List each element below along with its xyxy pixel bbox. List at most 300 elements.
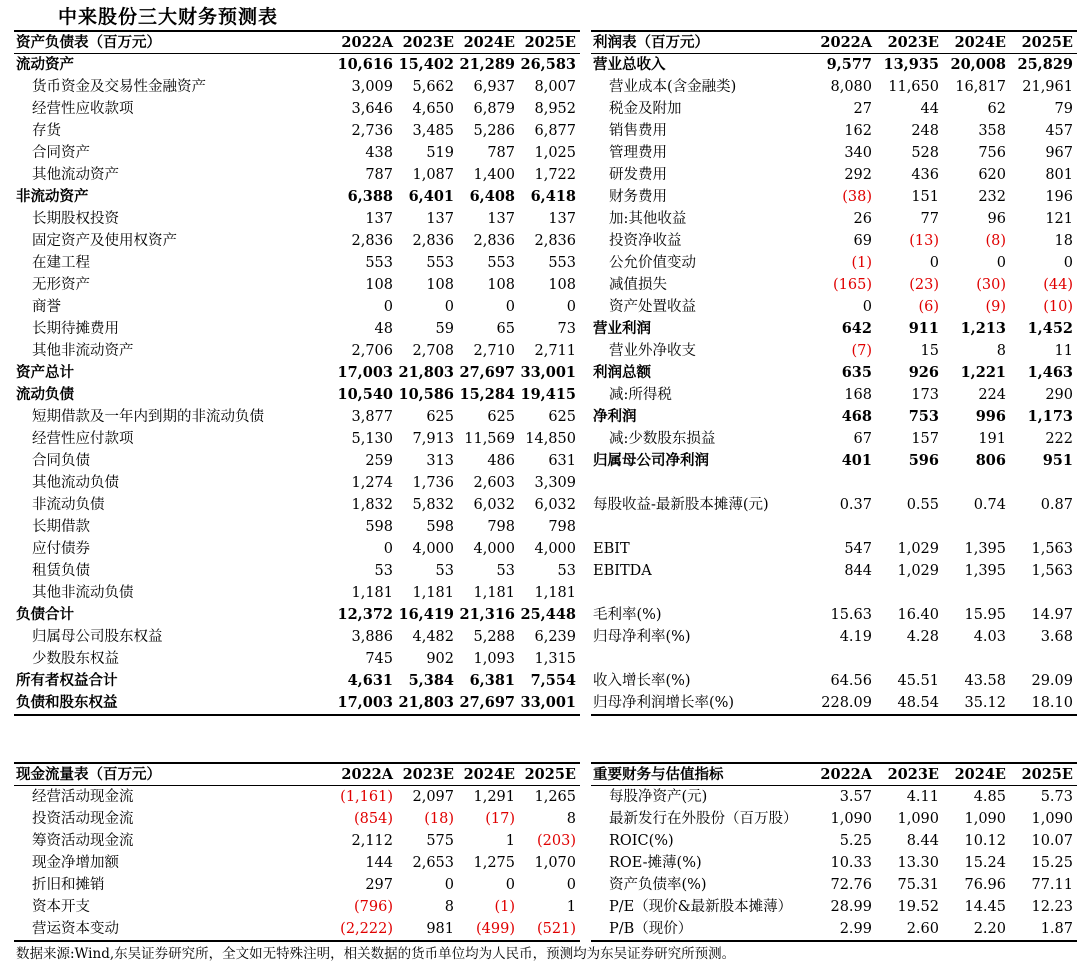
row-value: 6,879 (473, 101, 515, 117)
row-label: 存货 (32, 123, 61, 139)
row-label: 收入增长率(%) (593, 673, 691, 689)
table-row (591, 560, 1077, 582)
table-header-row (591, 31, 1077, 54)
row-value: 5,130 (351, 431, 393, 447)
row-value: 6,937 (473, 79, 515, 95)
row-label: 短期借款及一年内到期的非流动负债 (32, 409, 264, 425)
row-value: 1,265 (534, 789, 576, 805)
row-value: (18) (424, 811, 454, 827)
year-header: 2024E (458, 763, 519, 786)
table-row (14, 76, 580, 98)
table-row (591, 208, 1077, 230)
row-value: 14.97 (1031, 607, 1073, 623)
cash-flow-table (14, 762, 580, 942)
table-row (591, 670, 1077, 692)
row-value: 11,650 (888, 79, 939, 95)
row-value: 290 (1045, 387, 1073, 403)
balance-sheet-table (14, 30, 580, 716)
row-value: 358 (978, 123, 1006, 139)
row-value: 5,662 (412, 79, 454, 95)
row-value: 12.23 (1031, 899, 1073, 915)
row-label: 资产总计 (16, 364, 74, 381)
row-value: 137 (487, 211, 515, 227)
row-value: 340 (844, 145, 872, 161)
row-value: (9) (985, 299, 1006, 315)
row-value: 2.60 (876, 918, 943, 941)
row-value: 401 (841, 452, 872, 469)
row-value: 620 (978, 167, 1006, 183)
row-value: 1,395 (964, 563, 1006, 579)
row-value: 0.55 (906, 497, 939, 513)
table-row (14, 494, 580, 516)
row-label: 货币资金及交易性金融资产 (32, 79, 206, 95)
row-value: 0 (566, 299, 576, 315)
row-value: 486 (487, 453, 515, 469)
row-label: 少数股东权益 (32, 651, 119, 667)
row-value: 0.74 (973, 497, 1006, 513)
row-label: ROE-摊薄(%) (609, 855, 702, 871)
row-label: 资本开支 (32, 899, 90, 915)
table-row (591, 604, 1077, 626)
row-value: 951 (1042, 452, 1073, 469)
row-value: 5,832 (412, 497, 454, 513)
row-value: 996 (975, 408, 1006, 425)
row-value: 798 (487, 519, 515, 535)
row-value: 53 (374, 563, 393, 579)
row-value: (499) (458, 918, 519, 941)
row-value: 1,274 (351, 475, 393, 491)
row-label: 所有者权益合计 (16, 672, 118, 689)
row-label: 其他流动资产 (32, 167, 119, 183)
row-value: 1,090 (964, 811, 1006, 827)
row-value: 12,372 (337, 606, 393, 623)
row-value (1010, 582, 1077, 604)
row-value: 162 (844, 123, 872, 139)
row-value: (44) (1043, 277, 1073, 293)
row-value: 2.99 (809, 918, 876, 941)
row-value: 4,000 (473, 541, 515, 557)
row-value: 967 (1045, 145, 1073, 161)
row-value: 144 (365, 855, 393, 871)
row-value: 4.28 (906, 629, 939, 645)
row-value: 64.56 (830, 673, 872, 689)
row-label: P/B（现价） (591, 918, 809, 941)
row-value: 625 (548, 409, 576, 425)
row-value: 313 (426, 453, 454, 469)
table-row (591, 852, 1077, 874)
row-value: 553 (548, 255, 576, 271)
table-row (591, 318, 1077, 340)
row-value: 14.45 (964, 899, 1006, 915)
row-value: 6,408 (469, 188, 515, 205)
row-value: 76.96 (964, 877, 1006, 893)
table-row (591, 830, 1077, 852)
row-value: 3,646 (351, 101, 393, 117)
row-label: 在建工程 (32, 255, 90, 271)
row-value: 48.54 (876, 692, 943, 715)
row-value: 26,583 (520, 56, 576, 73)
table-row (591, 874, 1077, 896)
row-value: 3.57 (839, 789, 872, 805)
table-row (14, 604, 580, 626)
row-value: 519 (426, 145, 454, 161)
row-value: 598 (426, 519, 454, 535)
row-value: 2,653 (412, 855, 454, 871)
row-label: 合同资产 (32, 145, 90, 161)
table-row (591, 340, 1077, 362)
row-value: 2,736 (351, 123, 393, 139)
row-value: 33,001 (519, 692, 580, 715)
row-value: 1,291 (473, 789, 515, 805)
row-value: 15,402 (398, 56, 454, 73)
row-value: 798 (548, 519, 576, 535)
row-value (876, 516, 943, 538)
row-value: 5.25 (839, 833, 872, 849)
row-label: 长期借款 (32, 519, 90, 535)
row-label: 固定资产及使用权资产 (32, 233, 177, 249)
row-value: 10.07 (1031, 833, 1073, 849)
row-value: (521) (519, 918, 580, 941)
row-value: 1,452 (1027, 320, 1073, 337)
row-label: 减:所得税 (609, 387, 672, 403)
row-value: 553 (426, 255, 454, 271)
row-label: EBIT (593, 541, 630, 557)
row-value: 4,482 (412, 629, 454, 645)
row-label (591, 516, 809, 538)
table-row (591, 538, 1077, 560)
row-value: 1,463 (1027, 364, 1073, 381)
row-label: 营业利润 (593, 320, 651, 337)
row-value: 222 (1045, 431, 1073, 447)
table-row (591, 120, 1077, 142)
row-value: 0 (505, 877, 515, 893)
row-value: 4,000 (412, 541, 454, 557)
row-value: 13.30 (897, 855, 939, 871)
row-value: 137 (365, 211, 393, 227)
table-row (591, 648, 1077, 670)
row-value: 1,181 (351, 585, 393, 601)
row-value: 3,886 (351, 629, 393, 645)
table-row (591, 692, 1077, 715)
table-row (14, 164, 580, 186)
row-value: 16,419 (398, 606, 454, 623)
row-value: 1,025 (534, 145, 576, 161)
row-value: 1,213 (960, 320, 1006, 337)
row-label: EBITDA (593, 563, 652, 579)
row-value: (8) (985, 233, 1006, 249)
table-row (591, 230, 1077, 252)
row-value: 756 (978, 145, 1006, 161)
row-value: 151 (911, 189, 939, 205)
row-value (876, 472, 943, 494)
row-value: 2,836 (534, 233, 576, 249)
row-label: 每股收益-最新股本摊薄(元) (593, 497, 769, 513)
row-value: 79 (1054, 101, 1073, 117)
row-value: 1,181 (473, 585, 515, 601)
row-value: 10,540 (337, 386, 393, 403)
row-label: 长期待摊费用 (32, 321, 119, 337)
row-value: 20,008 (950, 56, 1006, 73)
row-value: 468 (841, 408, 872, 425)
row-value: 292 (844, 167, 872, 183)
row-value: 631 (548, 453, 576, 469)
table-row (14, 340, 580, 362)
row-value: 0 (996, 255, 1006, 271)
year-header: 2025E (1010, 763, 1077, 786)
row-value: 48 (374, 321, 393, 337)
row-value: 25,448 (520, 606, 576, 623)
row-value: (17) (485, 811, 515, 827)
row-value: 1,090 (1031, 811, 1073, 827)
row-value: 75.31 (897, 877, 939, 893)
row-label: 非流动资产 (16, 188, 89, 205)
row-value: 15,284 (459, 386, 515, 403)
row-value: 0 (505, 299, 515, 315)
table-row (591, 786, 1077, 809)
row-value: 2,097 (412, 789, 454, 805)
row-value: 108 (426, 277, 454, 293)
row-value: 2,708 (412, 343, 454, 359)
row-value: (1) (494, 899, 515, 915)
table-row (591, 98, 1077, 120)
row-value: 53 (496, 563, 515, 579)
row-label: 每股净资产(元) (609, 789, 708, 805)
row-value: 911 (908, 320, 939, 337)
row-value: 2,836 (351, 233, 393, 249)
row-value: 0 (929, 255, 939, 271)
year-header: 2022A (809, 763, 876, 786)
row-label (591, 582, 809, 604)
row-value: 15.63 (830, 607, 872, 623)
row-label: 其他非流动资产 (32, 343, 134, 359)
row-value: 16.40 (897, 607, 939, 623)
row-label: 合同负债 (32, 453, 90, 469)
table-row (14, 274, 580, 296)
row-value: 21,803 (397, 692, 458, 715)
row-value: 6,877 (534, 123, 576, 139)
row-value: 553 (487, 255, 515, 271)
row-value: 1,070 (534, 855, 576, 871)
table-row (14, 692, 580, 715)
row-value (943, 472, 1010, 494)
row-value: 45.51 (897, 673, 939, 689)
table-row (14, 98, 580, 120)
row-value: 10.33 (830, 855, 872, 871)
row-value: 96 (987, 211, 1006, 227)
row-value: 0 (444, 299, 454, 315)
row-value (1010, 516, 1077, 538)
row-value: 0 (566, 877, 576, 893)
row-value: 27 (853, 101, 872, 117)
row-value: 19.52 (897, 899, 939, 915)
row-value: 18.10 (1010, 692, 1077, 715)
table-row (14, 230, 580, 252)
row-label: 税金及附加 (609, 101, 682, 117)
row-value: 596 (908, 452, 939, 469)
year-header: 2024E (943, 31, 1010, 54)
row-label: 折旧和摊销 (32, 877, 105, 893)
table-header-row (591, 763, 1077, 786)
table-row (14, 450, 580, 472)
row-value: 6,401 (408, 188, 454, 205)
table-row (14, 830, 580, 852)
row-value: 3,485 (412, 123, 454, 139)
row-value: 625 (426, 409, 454, 425)
row-value: 1,181 (412, 585, 454, 601)
row-value: 53 (435, 563, 454, 579)
row-value: 4.11 (906, 789, 939, 805)
row-value: 753 (908, 408, 939, 425)
table-header-row (14, 763, 580, 786)
source-footnote: 数据来源:Wind,东吴证券研究所，全文如无特殊注明，相关数据的货币单位均为人民币，预测均为东吴证券研究所预测。 (16, 946, 736, 962)
table-row (591, 164, 1077, 186)
table-row (591, 428, 1077, 450)
table-row (14, 384, 580, 406)
row-value: (165) (833, 277, 872, 293)
row-value: 787 (365, 167, 393, 183)
row-label: 投资活动现金流 (32, 811, 134, 827)
row-value: 844 (844, 563, 872, 579)
row-label: 无形资产 (32, 277, 90, 293)
row-value: 15.24 (964, 855, 1006, 871)
year-header: 2023E (876, 763, 943, 786)
table-row (591, 516, 1077, 538)
table-row (14, 428, 580, 450)
row-value: 168 (844, 387, 872, 403)
row-value: 745 (365, 651, 393, 667)
row-label: 减:少数股东损益 (609, 431, 716, 447)
row-value: 1,722 (534, 167, 576, 183)
row-value: 1,400 (473, 167, 515, 183)
table-row (591, 450, 1077, 472)
row-value: 8 (566, 811, 576, 827)
row-value (809, 582, 876, 604)
row-value: 7,913 (412, 431, 454, 447)
table-header-row (14, 31, 580, 54)
row-value: 16,817 (955, 79, 1006, 95)
row-value: 1 (566, 899, 576, 915)
row-value: (10) (1043, 299, 1073, 315)
row-value: (30) (976, 277, 1006, 293)
row-label: 非流动负债 (32, 497, 105, 513)
row-value: 457 (1045, 123, 1073, 139)
row-value: 1.87 (1010, 918, 1077, 941)
table-row (14, 54, 580, 77)
row-value: 53 (557, 563, 576, 579)
row-value: 26 (853, 211, 872, 227)
table-row (14, 874, 580, 896)
table-row (591, 808, 1077, 830)
row-label: 利润总额 (593, 364, 651, 381)
row-value: 4.19 (839, 629, 872, 645)
table-row (14, 786, 580, 809)
row-value: 1,563 (1031, 541, 1073, 557)
row-value (943, 516, 1010, 538)
row-value: 1,395 (964, 541, 1006, 557)
table-row (591, 186, 1077, 208)
row-label: 减值损失 (609, 277, 667, 293)
row-value: 3,309 (534, 475, 576, 491)
table-row (591, 472, 1077, 494)
row-label: 流动负债 (16, 386, 74, 403)
row-label: 销售费用 (609, 123, 667, 139)
year-header: 2023E (397, 763, 458, 786)
row-label: 投资净收益 (609, 233, 682, 249)
row-label: P/E（现价&最新股本摊薄） (609, 899, 793, 915)
row-value: 8.44 (906, 833, 939, 849)
row-value: 0 (444, 877, 454, 893)
row-label: 营运资本变动 (14, 918, 336, 941)
row-value: 2,603 (473, 475, 515, 491)
row-value: 436 (911, 167, 939, 183)
row-value: 72.76 (830, 877, 872, 893)
row-value: 1,563 (1031, 563, 1073, 579)
row-label: 营业总收入 (593, 56, 666, 73)
row-value: 981 (397, 918, 458, 941)
row-value (943, 648, 1010, 670)
row-value: 3.68 (1040, 629, 1073, 645)
row-label (591, 472, 809, 494)
row-value: 787 (487, 145, 515, 161)
table-row (14, 918, 580, 941)
year-header: 2022A (336, 31, 397, 54)
table-row (591, 142, 1077, 164)
row-value: 21,316 (459, 606, 515, 623)
row-value: 29.09 (1031, 673, 1073, 689)
row-label: 经营性应付款项 (32, 431, 134, 447)
row-label: 租赁负债 (32, 563, 90, 579)
table-row (14, 516, 580, 538)
row-value: 5.73 (1040, 789, 1073, 805)
row-value: (796) (354, 899, 393, 915)
row-value: 43.58 (964, 673, 1006, 689)
row-value: 35.12 (943, 692, 1010, 715)
row-value: 528 (911, 145, 939, 161)
row-label: 归母净利润增长率(%) (591, 692, 809, 715)
row-value: 642 (841, 320, 872, 337)
row-value: 248 (911, 123, 939, 139)
row-value: (1,161) (340, 789, 393, 805)
table-row (14, 538, 580, 560)
table-row (14, 406, 580, 428)
row-value: (7) (851, 343, 872, 359)
table-row (591, 896, 1077, 918)
row-label: 毛利率(%) (593, 607, 662, 623)
table-row (14, 252, 580, 274)
row-label: 其他非流动负债 (32, 585, 134, 601)
row-value: (13) (909, 233, 939, 249)
year-header: 2022A (809, 31, 876, 54)
table-row (14, 582, 580, 604)
row-value: 1,832 (351, 497, 393, 513)
row-value: 1,736 (412, 475, 454, 491)
row-label: 最新发行在外股份（百万股） (609, 811, 798, 827)
row-value: 1,029 (897, 541, 939, 557)
table-row (591, 76, 1077, 98)
row-label: 资产处置收益 (609, 299, 696, 315)
row-value: 2,112 (351, 833, 393, 849)
row-value: 232 (978, 189, 1006, 205)
row-label: 经营性应收款项 (32, 101, 134, 117)
table-row (591, 296, 1077, 318)
row-value: 28.99 (830, 899, 872, 915)
row-label: 其他流动负债 (32, 475, 119, 491)
row-value: 108 (365, 277, 393, 293)
table-row (14, 808, 580, 830)
row-value: 69 (853, 233, 872, 249)
table-row (591, 918, 1077, 941)
table-row (591, 274, 1077, 296)
